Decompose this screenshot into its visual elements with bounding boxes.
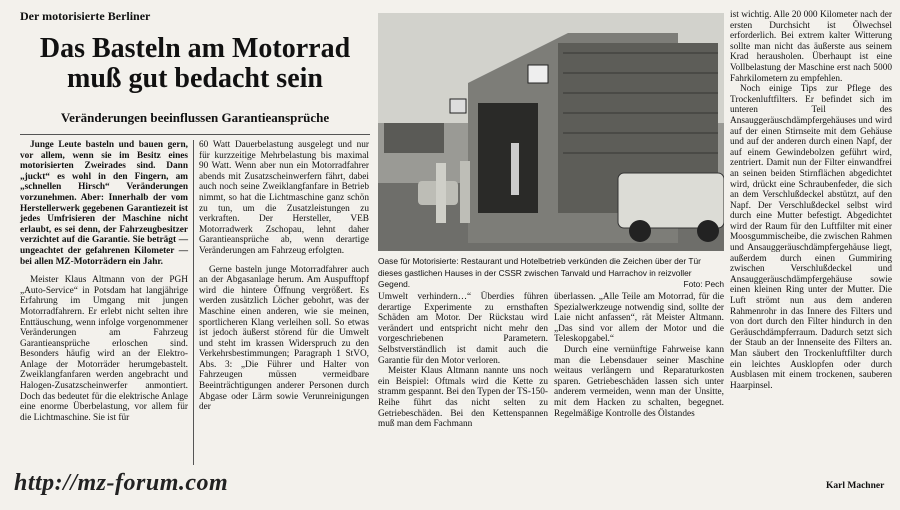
subheadline: Veränderungen beeinflussen Garantieansprüche <box>60 110 330 125</box>
body-paragraph: 60 Watt Dauerbelastung ausgelegt und nur für kurzzeitige Mehrbelastung bis maximal 90 Watt. Wenn aber nun ein Motorradfahrer abends mit Zusatzscheinwerfern fährt, dabei auch noch seine Zweiklangfanfare in Betrieb nimmt, so hat die Lichtmaschine ganz schön zu tun, um die Zusatzleistungen zu verkraften. Der Hersteller, VEB Motorradwerk Zschopau, lehnt daher Garantieansprüche ab, wenn derartige Veränderungen am Fahrzeug erfolgten. <box>199 140 369 256</box>
headline-line-1: Das Basteln am Motorrad <box>39 33 351 64</box>
column-5 <box>730 10 892 391</box>
column-divider <box>193 140 194 465</box>
body-paragraph: Meister Klaus Altmann von der PGH „Auto-Service“ in Potsdam hat langjährige Erfahrung im Umgang mit jungen Motorradfahrern. Er erlebt nicht selten ihre Enttäuschung, wenn infolge vorgenommener Veränderungen am Fahrzeug Garantieansprüche erloschen sind. Besonders häufig wird an der Elektro-Anlage der Motorräder herumgebastelt. Zweiklangfanfaren werden angebracht und Halogen-Zusatzscheinwerfer anmontiert. Doch das bedeutet für die elektrische Anlage eine enorme Überbelastung, vor allem für die Lichtmaschine. Sie ist für <box>20 275 188 423</box>
column-4 <box>554 292 724 419</box>
photo-credit: Foto: Pech <box>683 279 724 289</box>
body-paragraph: Umwelt verhindern…“ Überdies führen derartige Experimente zu ernsthaften Schäden am Motor. Der Rückstau wird verändert und entspricht nicht mehr den vorgeschriebenen Parametern. Selbstverständlich ist damit auch die Garantie für den Motor verloren. <box>378 292 548 366</box>
photo-caption <box>378 256 724 291</box>
body-paragraph: Durch eine vernünftige Fahrweise kann man die Lebensdauer seiner Maschine weitaus verlängern und Reparaturkosten sparen. Getriebeschäden lassen sich unter anderem vermeiden, wenn man der Unsitte, mit dem Hacken zu schalten, begegnet. Regelmäßige Kontrolle des Ölstandes <box>554 344 724 419</box>
column-2 <box>199 140 369 413</box>
column-1 <box>20 140 188 423</box>
divider <box>20 134 370 135</box>
caption-text: Oase für Motorisierte: Restaurant und Hotelbetrieb verkünden die Zeichen über der Tür dieses gastlichen Hauses in der CSSR zwischen Tanvald und Harrachov in reizvoller Gegend. <box>378 256 701 289</box>
photo-illustration <box>378 13 724 251</box>
body-paragraph: ist wichtig. Alle 20 000 Kilometer nach der ersten Durchsicht ist Ölwechsel erforderlich. Bei extrem kalter Witterung sollte man nicht das äußerste aus seinem Krad herausholen. Überhaupt ist eine Vollbelastung der Maschine erst nach 5000 Fahrkilometern zu empfehlen. <box>730 10 892 84</box>
lead-paragraph: Junge Leute basteln und bauen gern, vor allem, wenn sie im Besitz eines motorisierten Zweirades sind. Dann „juckt“ es wohl in den Fingern, am „schnellen Hirsch“ Veränderungen vorzunehmen. Aber: Innerhalb der vom Herstellerwerk gegebenen Garantiezeit ist jedes Umfrisieren der Maschine nicht erlaubt, es sei denn, der Fahrzeugbesitzer verzichtet auf die Garantie. Sie beträgt — ungeachtet der gefahrenen Kilometer — bei allen MZ-Motorrädern ein Jahr. <box>20 140 188 267</box>
watermark-url: http://mz-forum.com <box>14 470 229 496</box>
body-paragraph: Meister Klaus Altmann nannte uns noch ein Beispiel: Oftmals wird die Kette zu stramm gespannt. Bei den Typen der TS-150-Reihe führt das nicht selten zu Getriebeschäden. Bei den Kettenspannen muß man dem Fachmann <box>378 366 548 430</box>
photo-motel <box>378 13 724 251</box>
column-3 <box>378 292 548 430</box>
headline <box>20 34 370 94</box>
body-paragraph: Noch einige Tips zur Pflege des Trockenluftfilters. Er befindet sich im unteren Teil des Ansauggeräuschdämpfergehäuses und wird auf der einen Stirnseite mit dem Gehäuse und auf der anderen durch einen Napf, der auf einem Gewindebolzen geführt wird, zentriert. Damit nun der Filter einwandfrei an seinen beiden Stirnflächen abgedichtet wird, drückt eine Schraubenfeder, die sich an dem Verschlußdeckel abstützt, auf den Napf. Der Verschlußdeckel selbst wird durch eine Mutter befestigt. Abgedichtet wird der Raum für den Luftfilter mit einer Moosgummischeibe, die zwischen Rahmen und Ansauggeräuschdämpfergehäuse liegt, außerdem durch einen Gummiring zwischen Verschlußdeckel und Ansauggeräuschdämpfergehäuse sowie einen kleinen Ring unter der Mutter. Die Luft strömt nun aus dem anderen Rahmenrohr in das Innere des Filters und von dort durch den Filter hindurch in den Geräuschdämpferraum. Dadurch setzt sich der Staub an der Innenseite des Filters an. Man säubert den Trockenluftfilter durch ein leichtes Ausklopfen oder durch Ausblasen mit einem trockenen, sauberen Haarpinsel. <box>730 84 892 391</box>
headline-line-2: muß gut bedacht sein <box>67 63 323 94</box>
body-paragraph: Gerne basteln junge Motorradfahrer auch an der Abgasanlage herum. Am Auspufftopf wird die hintere Öffnung vergrößert. Es werden zusätzlich Löcher gebohrt, was der Maschine einen anderen, wie sie meinen, sportlicheren Klang verleihen soll. So etwas ist jedoch äußerst störend für die Umwelt und steht im krassen Widerspruch zu den Verkehrsbestimmungen; Paragraph 1 StVO, Abs. 3: „Die Führer und Halter von Fahrzeugen müssen vermeidbare Beeinträchtigungen anderer Personen durch Abgase oder Lärm sowie Verunreinigungen der <box>199 264 369 413</box>
body-paragraph: überlassen. „Alle Teile am Motorrad, für die Spezialwerkzeuge notwendig sind, sollte der Laie nicht anfassen“, rät Meister Altmann. „Das sind vor allem der Motor und die Teleskopgabel.“ <box>554 292 724 345</box>
author-byline: Karl Machner <box>826 481 885 491</box>
section-kicker: Der motorisierte Berliner <box>20 9 151 23</box>
